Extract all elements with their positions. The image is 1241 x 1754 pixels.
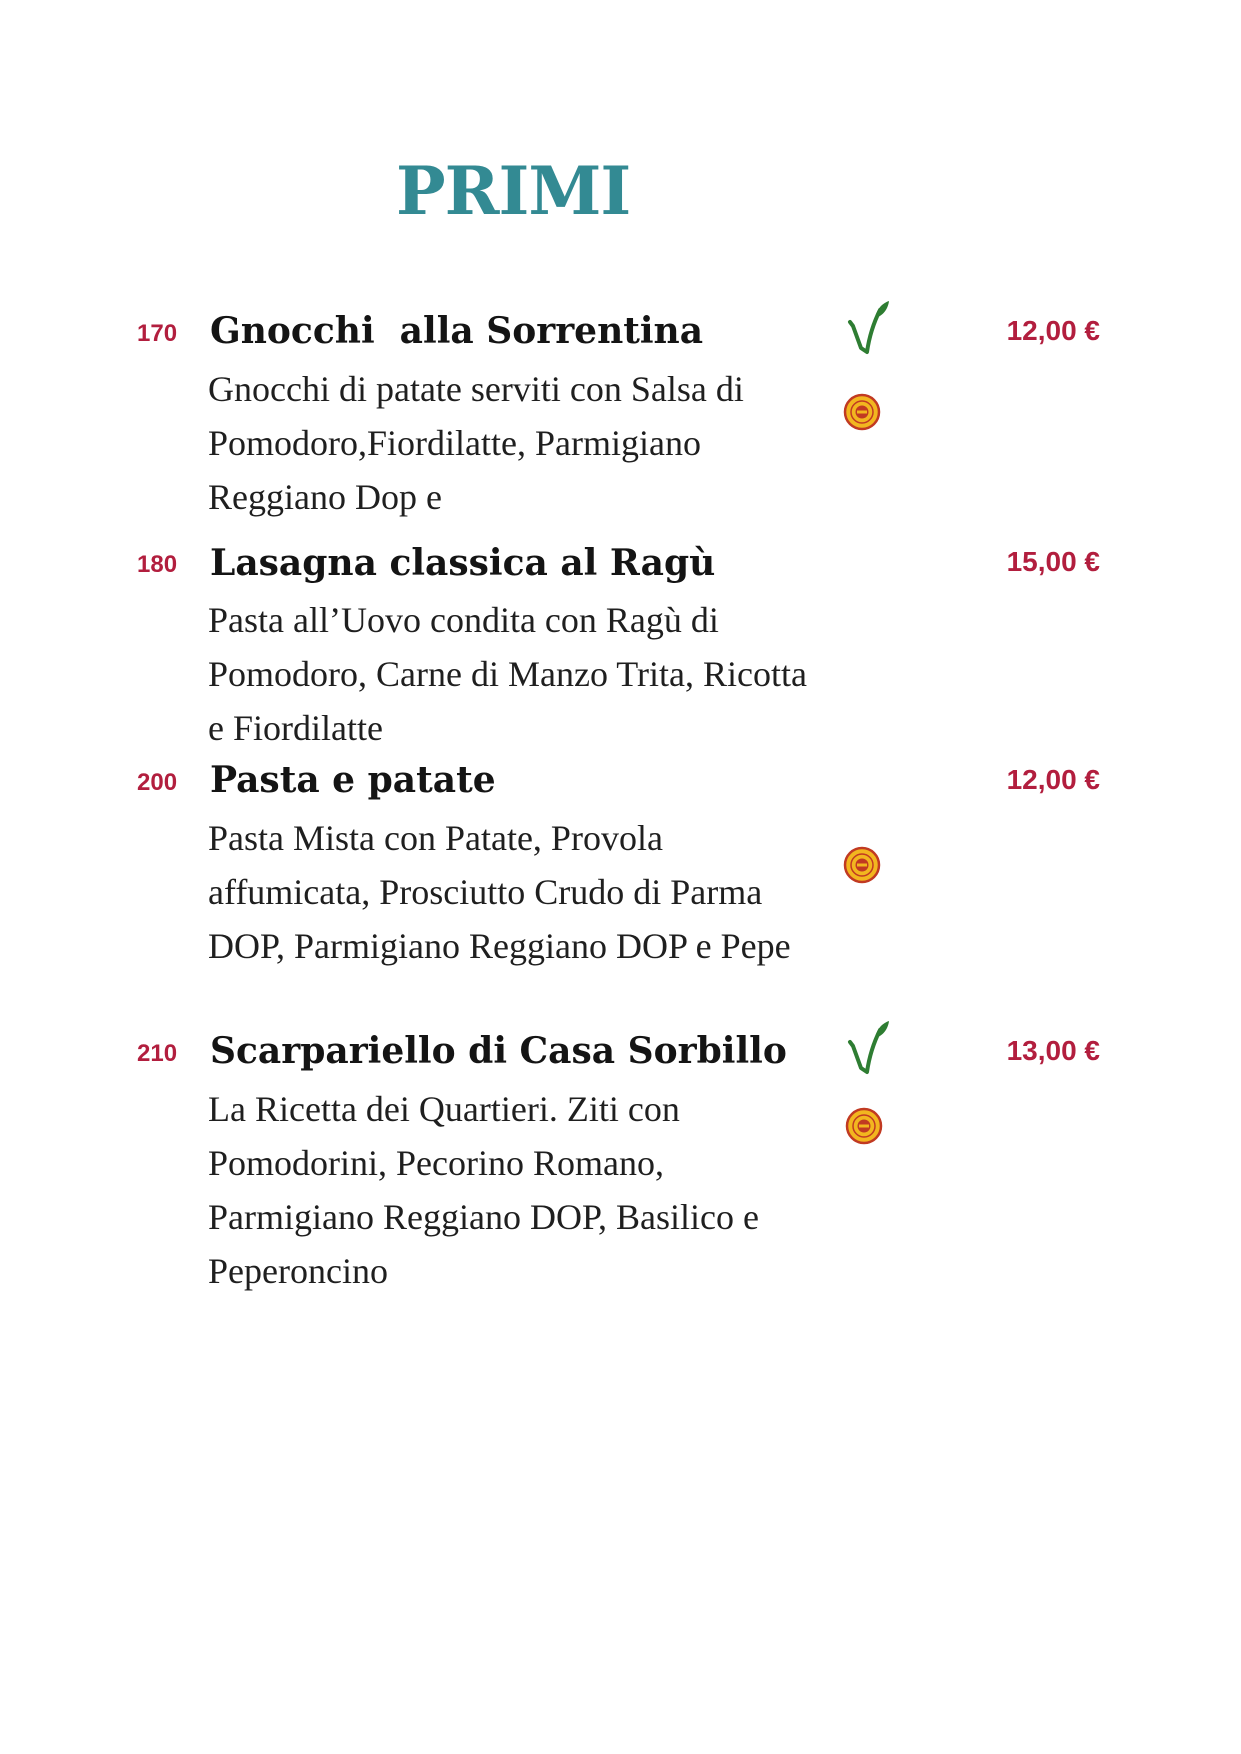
item-number: 200 [137, 769, 178, 796]
dop-seal-icon [845, 1107, 883, 1145]
item-description: Pasta all’Uovo condita con Ragù di Pomodoro, Carne di Manzo Trita, Ricotta e Fiordilatte [208, 600, 807, 748]
section-title: PRIMI [396, 152, 631, 230]
item-price: 15,00 € [1006, 546, 1100, 577]
item-price: 13,00 € [1006, 1035, 1100, 1066]
item-description: Pasta Mista con Patate, Provola affumicata, Prosciutto Crudo di Parma DOP, Parmigiano Reggiano DOP e Pepe [208, 818, 791, 966]
item-number: 180 [137, 551, 178, 578]
dop-seal-icon [843, 846, 881, 884]
item-name: Lasagna classica al Ragù [210, 542, 716, 584]
item-name: Pasta e patate [210, 759, 496, 801]
item-name: Gnocchi alla Sorrentina [210, 310, 704, 352]
item-price: 12,00 € [1006, 764, 1100, 795]
item-number: 170 [137, 320, 178, 347]
dop-seal-icon [843, 393, 881, 431]
item-description: La Ricetta dei Quartieri. Ziti con Pomodorini, Pecorino Romano, Parmigiano Reggiano DOP, Basilico e Peperoncino [208, 1089, 759, 1291]
vegetarian-leaf-icon [844, 1020, 890, 1076]
item-description: Gnocchi di patate serviti con Salsa di Pomodoro,Fiordilatte, Parmigiano Reggiano Dop e [208, 369, 744, 517]
item-price: 12,00 € [1006, 315, 1100, 346]
item-name: Scarpariello di Casa Sorbillo [210, 1030, 787, 1072]
item-number: 210 [137, 1040, 178, 1067]
vegetarian-leaf-icon [844, 300, 890, 356]
